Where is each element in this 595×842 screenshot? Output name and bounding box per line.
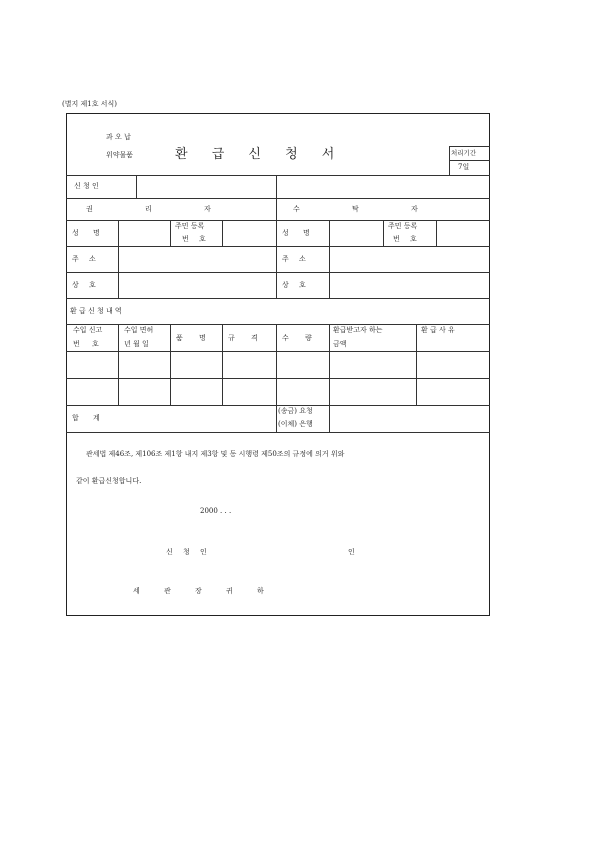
divider: [66, 324, 490, 325]
applicant-label: 신 청 인: [74, 182, 99, 190]
details-heading: 환 급 신 청 내 역: [70, 307, 122, 315]
trade-name-label: 상 호: [72, 281, 96, 289]
address-label: 주 소: [72, 255, 96, 263]
rrn-label: 번 호: [182, 235, 206, 243]
address-label: 주 소: [282, 255, 306, 263]
divider: [136, 175, 137, 198]
column-header: 금액: [333, 340, 347, 348]
statement-text: 관세법 제46조, 제106조 제1항 내지 제3항 및 동 시행령 제50조의 규정에 의거 위와: [86, 450, 345, 458]
column-header: 번 호: [73, 340, 99, 348]
divider: [66, 246, 490, 247]
divider: [222, 220, 223, 246]
column-header: 환급받고자 하는: [333, 326, 383, 334]
trade-name-label: 상 호: [282, 281, 306, 289]
divider: [276, 220, 277, 246]
rrn-label: 번 호: [393, 235, 417, 243]
divider: [118, 246, 119, 298]
bank-label: (이체) 은행: [278, 420, 313, 428]
form-number-label: (별지 제1호 서식): [62, 100, 117, 108]
total-label: 합 계: [72, 414, 100, 422]
name-label: 성 명: [282, 229, 310, 237]
column-header: 수입 면허: [124, 326, 154, 334]
processing-period-label: 처리기간: [451, 149, 477, 157]
divider: [66, 175, 490, 176]
divider: [436, 220, 437, 246]
divider: [276, 175, 277, 198]
divider: [383, 220, 384, 246]
divider: [66, 351, 490, 352]
column-header: 환 급 사 유: [421, 326, 455, 334]
divider: [118, 324, 119, 405]
divider: [276, 246, 277, 298]
processing-period-value: 7일: [458, 163, 470, 171]
rrn-label: 주민 등록: [175, 222, 205, 230]
divider: [170, 324, 171, 405]
addressee: 세 관 장 귀 하: [133, 587, 264, 595]
rrn-label: 주민 등록: [388, 222, 418, 230]
ministry-line1: 과 오 납: [106, 133, 131, 141]
date-text: 2000 . . .: [200, 507, 232, 515]
column-header: 규 격: [228, 334, 258, 342]
application-form: [66, 113, 490, 616]
divider: [329, 324, 330, 432]
bank-label: (송금) 요청: [278, 407, 313, 415]
column-header: 년 월 일: [124, 340, 149, 348]
divider: [66, 198, 490, 199]
name-label: 성 명: [72, 229, 100, 237]
divider: [329, 246, 330, 298]
divider: [118, 220, 119, 246]
divider: [66, 298, 490, 299]
divider: [449, 146, 490, 147]
divider: [329, 220, 330, 246]
signature-label: 신 청 인: [166, 548, 207, 556]
divider: [66, 220, 490, 221]
column-header: 수입 신고: [73, 326, 103, 334]
statement-text: 같이 환급신청합니다.: [76, 477, 142, 485]
ministry-line2: 위약물품: [106, 151, 134, 159]
form-title: 환 급 신 청 서: [175, 147, 345, 162]
column-header: 품 명: [176, 334, 206, 342]
divider: [66, 432, 490, 433]
divider: [66, 272, 490, 273]
divider: [66, 378, 490, 379]
divider: [66, 405, 490, 406]
column-header: 수 량: [282, 334, 312, 342]
seal-label: 인: [348, 548, 355, 556]
divider: [276, 324, 277, 432]
divider: [222, 324, 223, 405]
divider: [276, 198, 277, 220]
divider: [170, 220, 171, 246]
divider: [449, 160, 490, 161]
divider: [416, 324, 417, 405]
consignee-label: 수 탁 자: [293, 205, 418, 213]
rights-holder-label: 권 리 자: [86, 205, 211, 213]
